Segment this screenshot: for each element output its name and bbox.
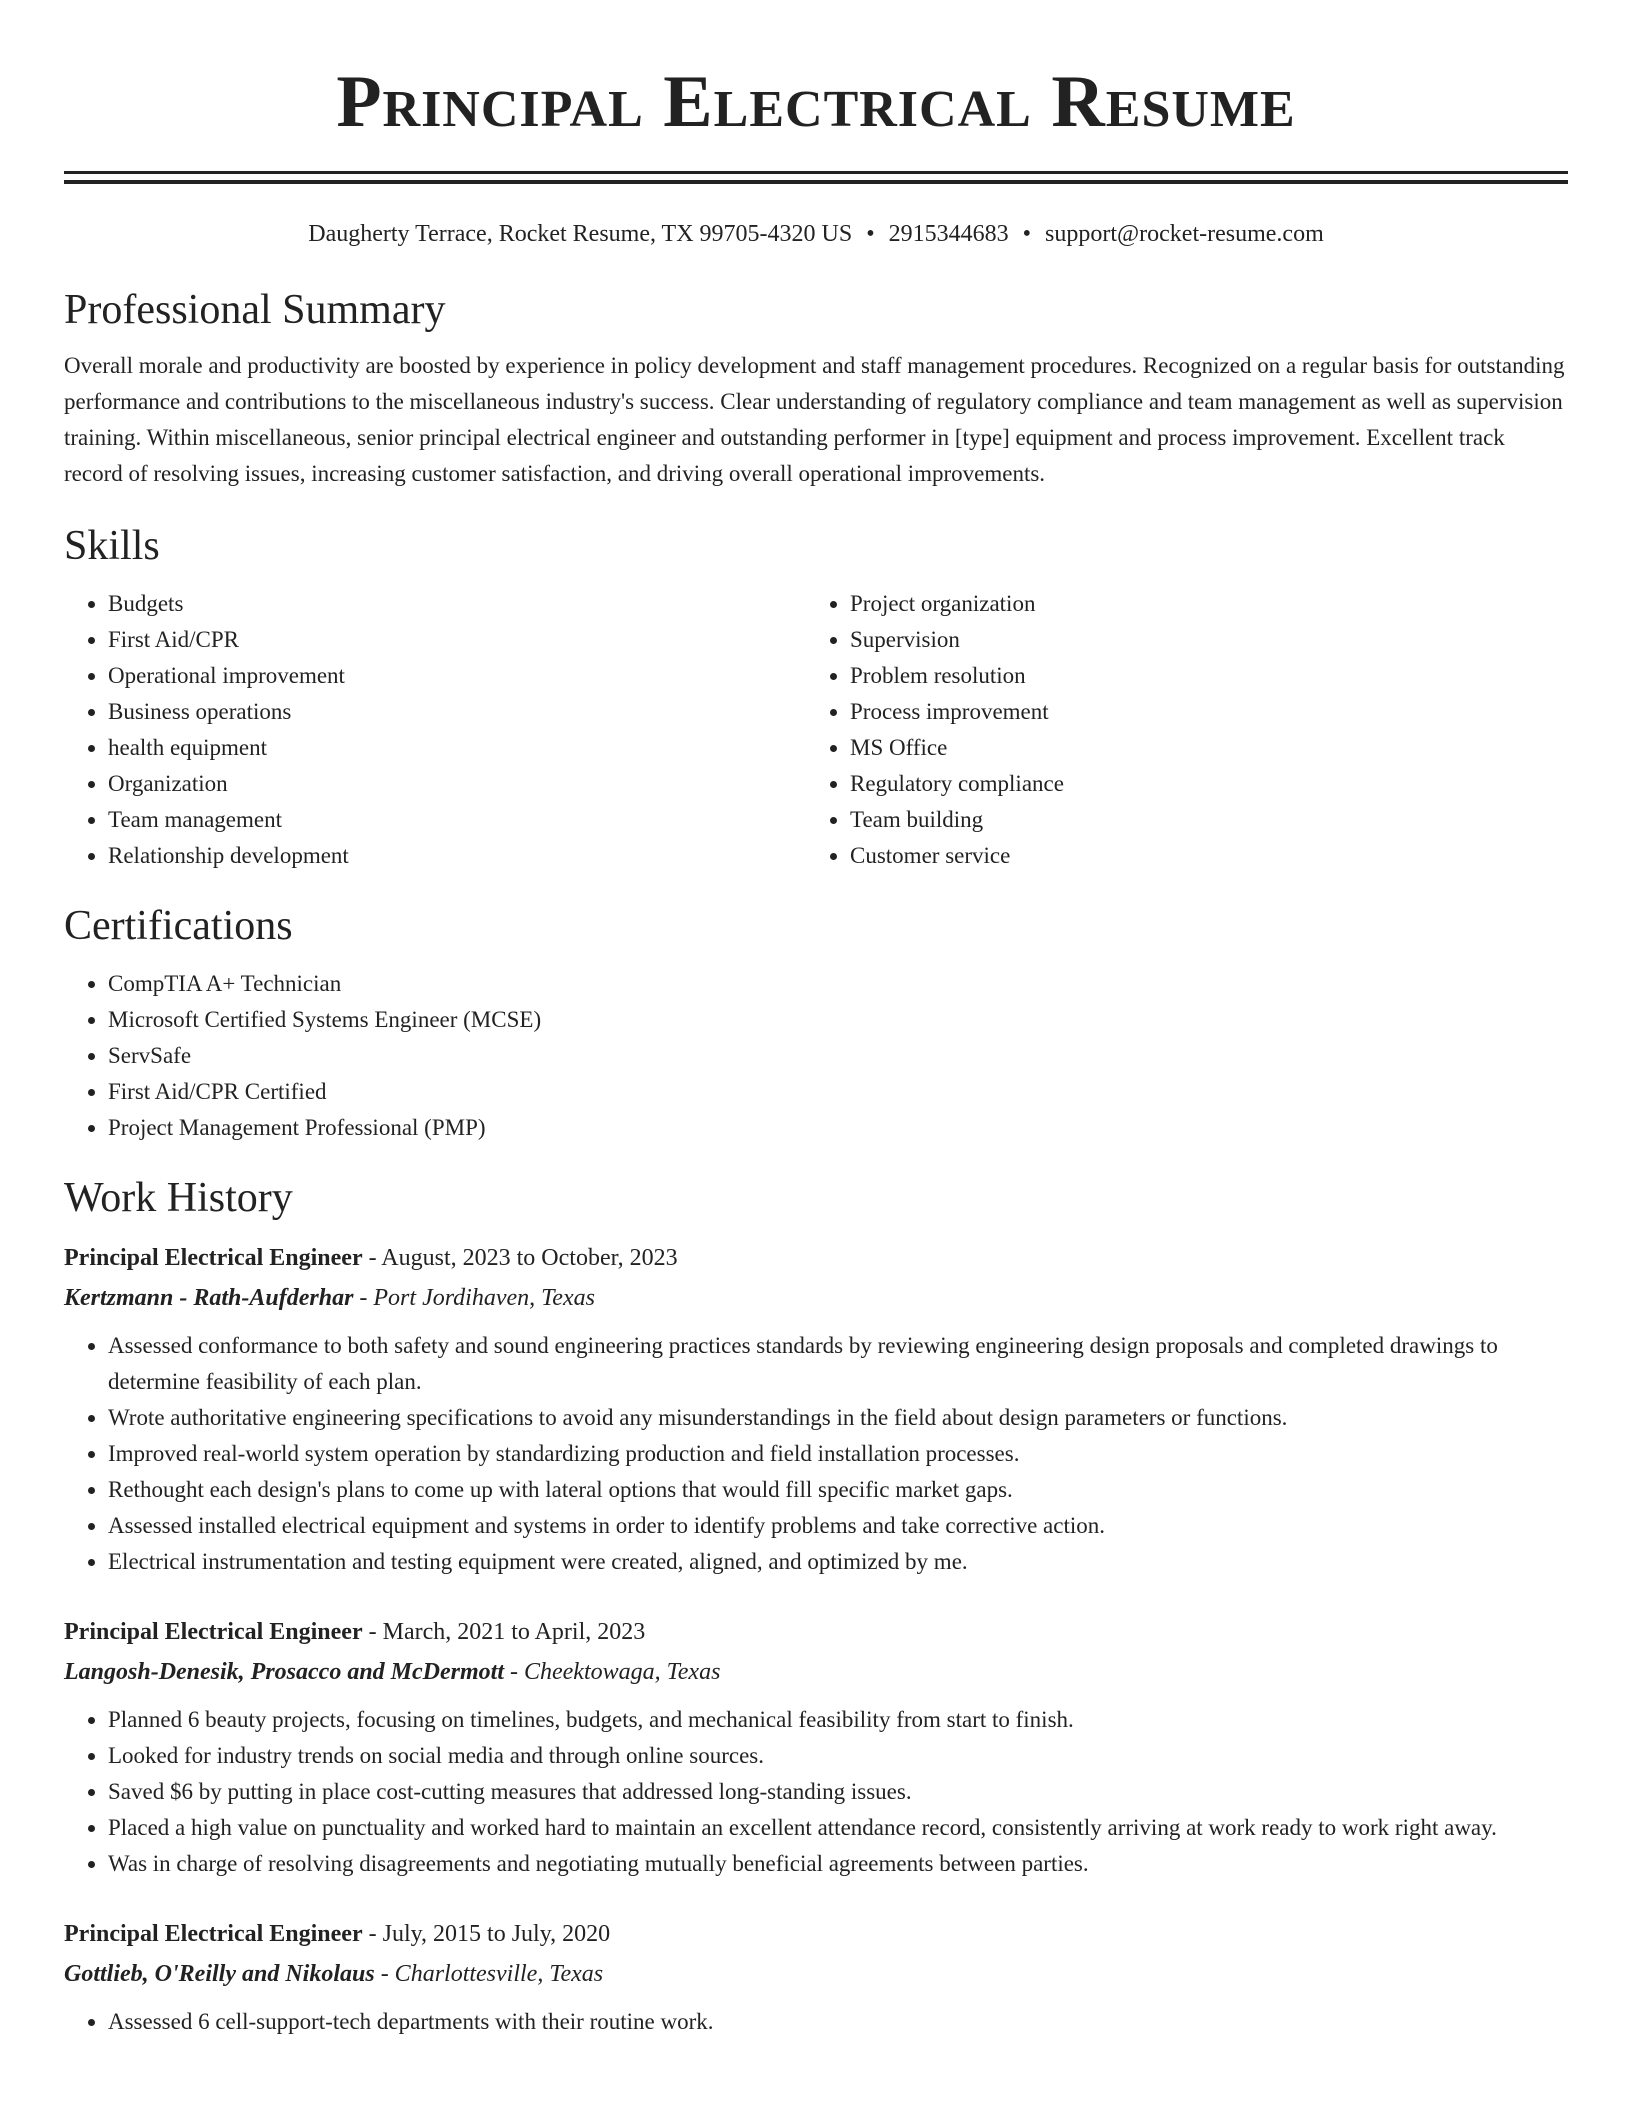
- work-history-section: [64, 1172, 1568, 2040]
- job-company: Gottlieb, O'Reilly and Nikolaus: [64, 1961, 375, 1987]
- certification-item: • CompTIA A+ Technician: [108, 966, 1568, 1002]
- certifications-section: [64, 900, 1568, 1146]
- job-location: - Cheektowaga, Texas: [504, 1659, 721, 1685]
- job-title: Principal Electrical Engineer: [64, 1245, 363, 1271]
- skills-columns: [64, 586, 1568, 874]
- skill-item: • Problem resolution: [850, 658, 1548, 694]
- job-entry: [64, 1612, 1568, 1882]
- job-entry: [64, 1914, 1568, 2040]
- skill-item: • MS Office: [850, 730, 1548, 766]
- skill-item: • Relationship development: [108, 838, 806, 874]
- job-title-line: [64, 1612, 1568, 1652]
- job-location: - Charlottesville, Texas: [374, 1961, 604, 1987]
- certification-item: • First Aid/CPR Certified: [108, 1074, 1568, 1110]
- skills-heading: Skills: [64, 523, 160, 569]
- job-duty-item: • Assessed 6 cell-support-tech departments with their routine work.: [108, 2004, 1568, 2040]
- job-location: - Port Jordihaven, Texas: [353, 1285, 595, 1311]
- job-company-line: [64, 1278, 1568, 1318]
- skill-item: • Supervision: [850, 622, 1548, 658]
- skills-column-left: [64, 586, 806, 874]
- job-dates: - August, 2023 to October, 2023: [362, 1245, 678, 1271]
- job-duties-list: [64, 2004, 1568, 2040]
- summary-heading: Professional Summary: [64, 287, 446, 333]
- job-company: Langosh-Denesik, Prosacco and McDermott: [64, 1659, 504, 1685]
- certifications-list: [64, 966, 1568, 1146]
- skill-item: • First Aid/CPR: [108, 622, 806, 658]
- job-entry: [64, 1238, 1568, 1580]
- certification-item: • Microsoft Certified Systems Engineer (MCSE): [108, 1002, 1568, 1038]
- summary-text: Overall morale and productivity are boosted by experience in policy development and staff management procedures. Recognized on a regular basis for outstanding performance and contributions to the miscellaneous industry's success. Clear understanding of regulatory compliance and team management as well as supervision training. Within miscellaneous, senior principal electrical engineer and outstanding performer in [type] equipment and process improvement. Excellent track record of resolving issues, increasing customer satisfaction, and driving overall operational improvements.: [64, 353, 1565, 486]
- job-company-line: [64, 1652, 1568, 1692]
- certifications-heading: Certifications: [64, 903, 293, 949]
- skills-list-right: [806, 586, 1548, 874]
- contact-separator: •: [866, 221, 875, 247]
- work-history-heading: Work History: [64, 1175, 293, 1221]
- job-duty-item: • Assessed installed electrical equipment and systems in order to identify problems and take corrective action.: [108, 1508, 1568, 1544]
- job-duty-item: • Improved real-world system operation by standardizing production and field installation processes.: [108, 1436, 1568, 1472]
- contact-address: Daugherty Terrace, Rocket Resume, TX 99705-4320 US: [308, 221, 853, 247]
- skill-item: • Team building: [850, 802, 1548, 838]
- contact-phone: 2915344683: [888, 221, 1009, 247]
- skill-item: • Budgets: [108, 586, 806, 622]
- job-duties-list: [64, 1328, 1568, 1580]
- job-title: Principal Electrical Engineer: [64, 1619, 363, 1645]
- job-duty-item: • Rethought each design's plans to come up with lateral options that would fill specific market gaps.: [108, 1472, 1568, 1508]
- title-rule-top: [64, 171, 1568, 174]
- skill-item: • Process improvement: [850, 694, 1548, 730]
- skill-item: • Organization: [108, 766, 806, 802]
- job-title-line: [64, 1238, 1568, 1278]
- job-title-line: [64, 1914, 1568, 1954]
- job-company-line: [64, 1954, 1568, 1994]
- summary-section: [64, 284, 1568, 492]
- job-duty-item: • Placed a high value on punctuality and worked hard to maintain an excellent attendance record, consistently arriving at work ready to work right away.: [108, 1810, 1568, 1846]
- skill-item: • Regulatory compliance: [850, 766, 1548, 802]
- job-duty-item: • Was in charge of resolving disagreements and negotiating mutually beneficial agreements between parties.: [108, 1846, 1568, 1882]
- skill-item: • Operational improvement: [108, 658, 806, 694]
- resume-title: Principal Electrical Resume: [336, 61, 1296, 143]
- skill-item: • Business operations: [108, 694, 806, 730]
- skills-column-right: [806, 586, 1548, 874]
- job-title: Principal Electrical Engineer: [64, 1921, 363, 1947]
- job-duty-item: • Assessed conformance to both safety and sound engineering practices standards by reviewing engineering design proposals and completed drawings to determine feasibility of each plan.: [108, 1328, 1568, 1400]
- skill-item: • Project organization: [850, 586, 1548, 622]
- job-duty-item: • Planned 6 beauty projects, focusing on timelines, budgets, and mechanical feasibility from start to finish.: [108, 1702, 1568, 1738]
- contact-line: [64, 218, 1568, 250]
- skill-item: • Team management: [108, 802, 806, 838]
- certification-item: • ServSafe: [108, 1038, 1568, 1074]
- job-duty-item: • Saved $6 by putting in place cost-cutting measures that addressed long-standing issues.: [108, 1774, 1568, 1810]
- contact-separator: •: [1022, 221, 1032, 247]
- skills-section: [64, 520, 1568, 874]
- job-dates: - March, 2021 to April, 2023: [362, 1619, 646, 1645]
- job-duties-list: [64, 1702, 1568, 1882]
- job-company: Kertzmann - Rath-Aufderhar: [64, 1285, 354, 1311]
- certification-item: • Project Management Professional (PMP): [108, 1110, 1568, 1146]
- job-duty-item: • Looked for industry trends on social media and through online sources.: [108, 1738, 1568, 1774]
- title-rule-bottom: [64, 180, 1568, 184]
- skills-list-left: [64, 586, 806, 874]
- job-duty-item: • Electrical instrumentation and testing equipment were created, aligned, and optimized by me.: [108, 1544, 1568, 1580]
- job-dates: - July, 2015 to July, 2020: [362, 1921, 611, 1947]
- job-duty-item: • Wrote authoritative engineering specifications to avoid any misunderstandings in the field about design parameters or functions.: [108, 1400, 1568, 1436]
- skill-item: • health equipment: [108, 730, 806, 766]
- contact-email: support@rocket-resume.com: [1045, 221, 1324, 247]
- skill-item: • Customer service: [850, 838, 1548, 874]
